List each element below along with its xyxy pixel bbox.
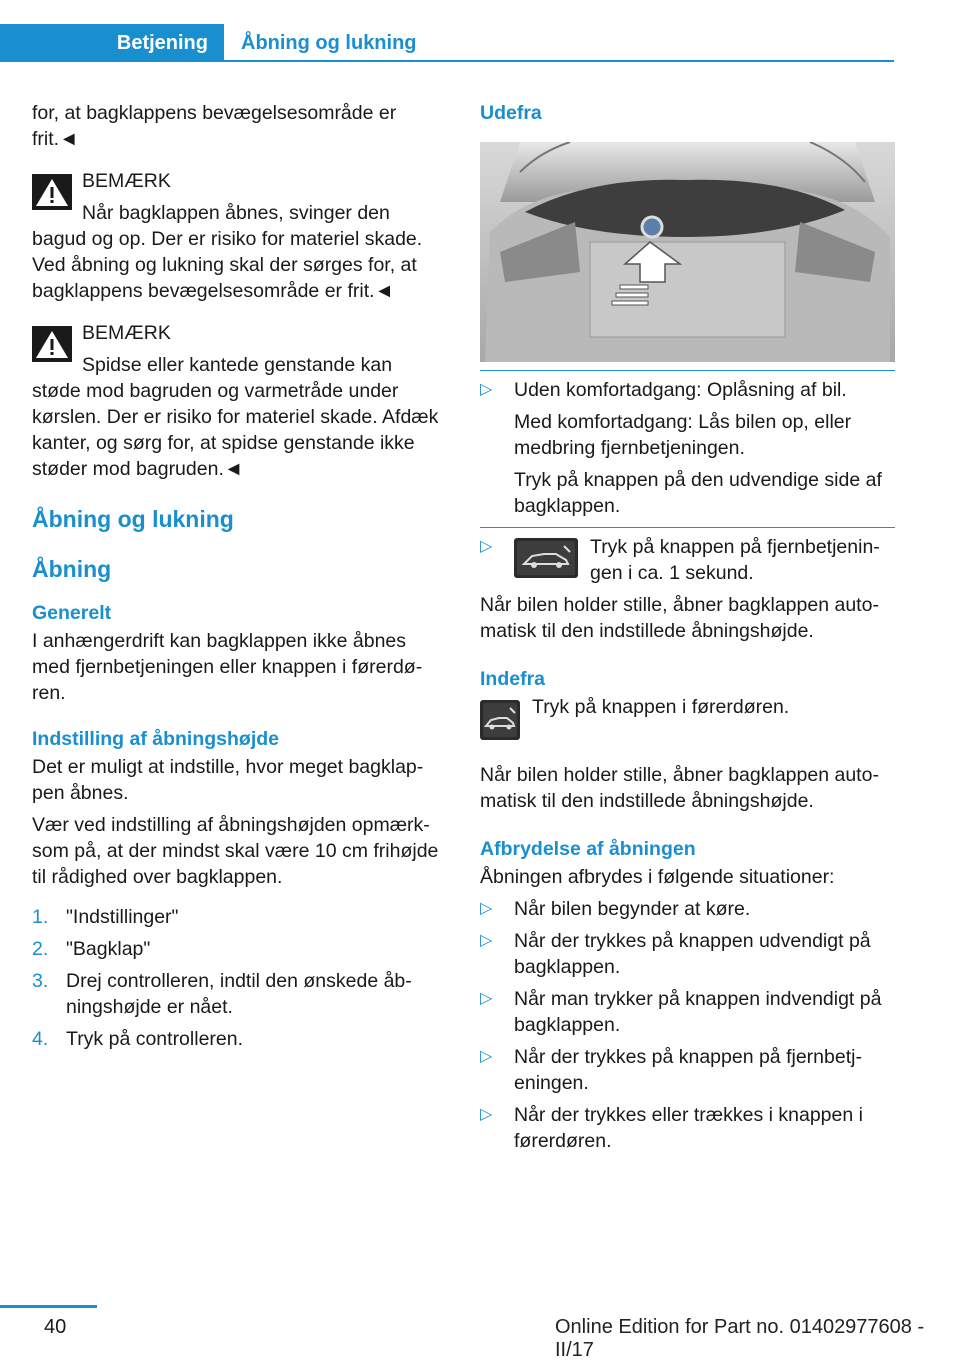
step-number: 4. — [32, 1028, 49, 1050]
indstilling-text: Det er muligt at indstille, hvor meget bagklappen åbnes. — [32, 756, 424, 804]
warning-box — [32, 168, 447, 304]
bullet-list — [480, 377, 895, 519]
triangle-bullet-icon: ▷ — [480, 1106, 493, 1123]
warning-icon — [32, 326, 72, 362]
auto-open-text: Når bilen holder stille, åbner bagklappen automatisk til den indstillede åbningshøjde. — [480, 594, 879, 642]
bullet-text: Uden komfortadgang: Oplåsning af bil. — [514, 379, 847, 401]
warning-box — [32, 320, 447, 482]
bullet-text: Når man trykker på knappen indvendigt på bagklappen. — [514, 988, 882, 1036]
chapter-tab: Betjening — [0, 24, 224, 62]
bullet-text: Når der trykkes på knappen udvendigt på bagklappen. — [514, 930, 871, 978]
list-item — [480, 1102, 895, 1154]
divider — [480, 370, 895, 371]
indefra-row — [480, 694, 895, 740]
bullet-text: Tryk på knappen på den udvendige side af bagklappen. — [514, 469, 882, 517]
intro-text: for, at bagklappens bevægelsesområde er frit.◄ — [32, 102, 397, 150]
triangle-bullet-icon: ▷ — [480, 538, 493, 555]
list-item — [32, 968, 447, 1020]
warning-text: bagud og op. Der er risiko for materiel skade. Ved åbning og lukning skal der sørges for, at bagklappens bevægelsesområde er frit.◄ — [32, 228, 423, 302]
warning-title: BEMÆRK — [82, 170, 171, 192]
bullet-list — [480, 534, 895, 586]
triangle-bullet-icon: ▷ — [480, 381, 493, 398]
step-number: 2. — [32, 938, 49, 960]
indefra-text: Tryk på knappen i førerdøren. — [532, 696, 790, 718]
step-text: Drej controlleren, indtil den ønskede åbningshøjde er nået. — [66, 970, 412, 1018]
warning-line: Når bagklappen åbnes, svinger den — [82, 202, 390, 224]
steps-list — [32, 904, 447, 1052]
heading-sub: Åbning — [32, 556, 112, 582]
warning-icon — [32, 174, 72, 210]
edition-note: Online Edition for Part no. 01402977608 - II/17 — [555, 1316, 925, 1361]
list-item — [480, 896, 895, 922]
step-text: Tryk på controlleren. — [66, 1028, 244, 1050]
bullet-text: Når der trykkes eller trækkes i knappen i førerdøren. — [514, 1104, 863, 1152]
bullet-text: Når der trykkes på knappen på fjernbetjeningen. — [514, 1046, 862, 1094]
warning-line: Spidse eller kantede genstande kan — [82, 354, 393, 376]
warning-title: BEMÆRK — [82, 322, 171, 344]
footer-rule — [0, 1305, 97, 1308]
subheading-udefra: Udefra — [480, 102, 542, 124]
list-item — [480, 377, 895, 519]
list-item — [480, 534, 895, 586]
triangle-bullet-icon: ▷ — [480, 1048, 493, 1065]
divider — [480, 527, 895, 528]
subheading-generelt: Generelt — [32, 602, 112, 624]
door-tailgate-button-icon — [480, 700, 520, 740]
subheading-indefra: Indefra — [480, 668, 546, 690]
indstilling-text: Vær ved indstilling af åbningshøjden opmærksom på, at der mindst skal være 10 cm frihøjde til rådighed over bagklappen. — [32, 814, 439, 888]
list-item — [32, 1026, 447, 1052]
list-item — [32, 936, 447, 962]
subheading-afbrydelse: Afbrydelse af åbningen — [480, 838, 696, 860]
bullet-list — [480, 896, 895, 1154]
list-item — [32, 904, 447, 930]
warning-text: støde mod bagruden og varmetråde under kørslen. Der er risiko for materiel skade. Afdæk kanter, og sørg for, at spidse genstande ikke støder mod bagruden.◄ — [32, 380, 439, 480]
step-number: 1. — [32, 906, 49, 928]
step-number: 3. — [32, 970, 49, 992]
right-column — [480, 100, 895, 1160]
left-column — [32, 100, 447, 1058]
afbrydelse-intro: Åbningen afbrydes i følgende situationer: — [480, 866, 835, 888]
generelt-text: I anhængerdrift kan bagklappen ikke åbnes med fjernbetjeningen eller knappen i førerdøren. — [32, 630, 423, 704]
step-text: "Indstillinger" — [66, 906, 179, 928]
remote-tailgate-button-icon — [514, 538, 578, 578]
tailgate-photo — [480, 142, 895, 362]
auto-open-text: Når bilen holder stille, åbner bagklappen automatisk til den indstillede åbningshøjde. — [480, 764, 879, 812]
subheading-indstilling: Indstilling af åbningshøjde — [32, 728, 279, 750]
heading-main: Åbning og lukning — [32, 506, 234, 532]
bullet-text: Med komfortadgang: Lås bilen op, eller medbring fjernbetjeningen. — [514, 411, 852, 459]
page-header — [0, 24, 894, 62]
page-number: 40 — [44, 1316, 67, 1338]
list-item — [480, 986, 895, 1038]
bullet-text: Når bilen begynder at køre. — [514, 898, 751, 920]
bullet-text: Tryk på knappen på fjernbetjeningen i ca. 1 sekund. — [590, 536, 880, 584]
list-item — [480, 928, 895, 980]
step-text: "Bagklap" — [66, 938, 151, 960]
triangle-bullet-icon: ▷ — [480, 990, 493, 1007]
triangle-bullet-icon: ▷ — [480, 900, 493, 917]
section-title: Åbning og lukning — [241, 32, 417, 54]
list-item — [480, 1044, 895, 1096]
triangle-bullet-icon: ▷ — [480, 932, 493, 949]
